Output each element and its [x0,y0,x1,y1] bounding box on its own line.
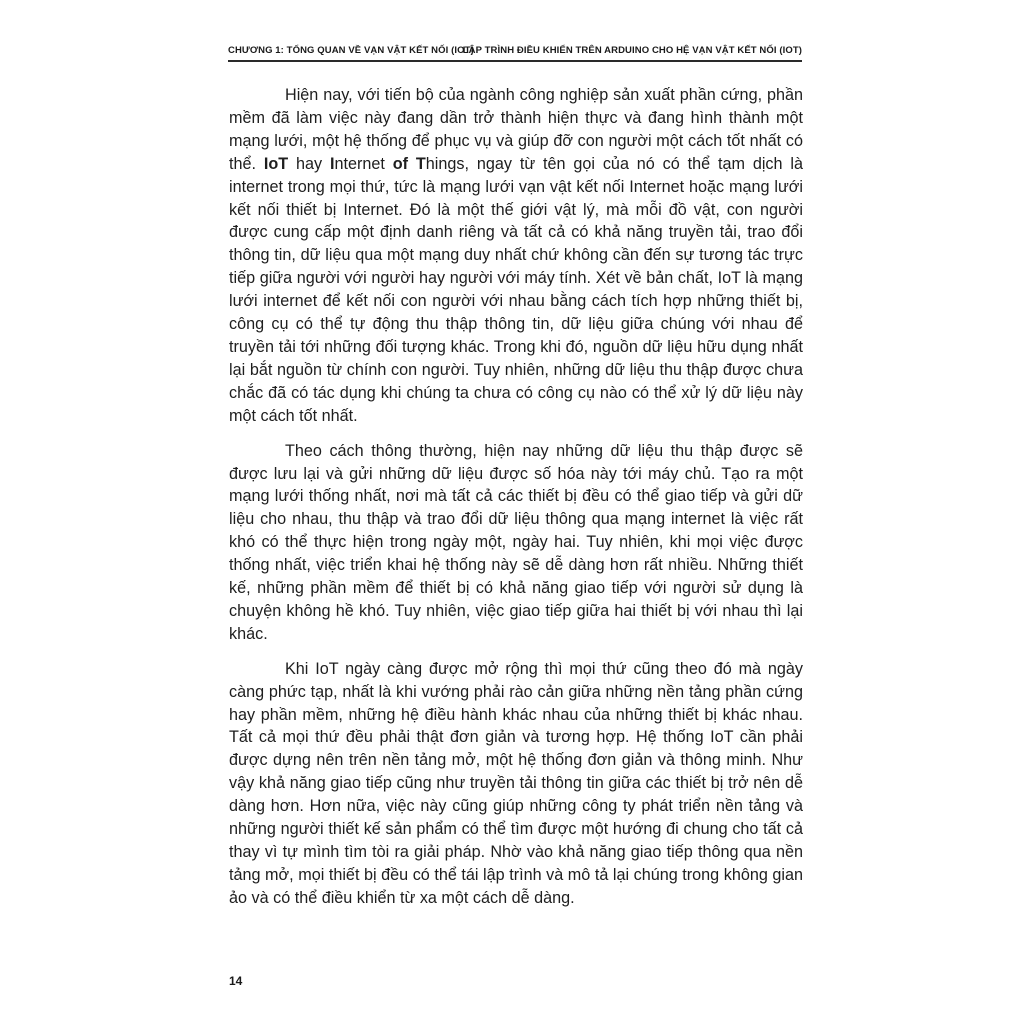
paragraph-1 [229,84,803,428]
paragraph-1-part-d [408,155,416,173]
paragraph-1-part-b: hay [288,154,330,173]
paragraph-2: Theo cách thông thường, hiện nay những dữ liệu thu thập được sẽ được lưu lại và gửi những dữ liệu được số hóa này tới máy chủ. Tạo ra một mạng lưới thống nhất, nơi mà tất cả các thiết bị đều có thể giao tiếp và gửi dữ liệu cho nhau, thu thập và trao đổi dữ liệu thông qua mạng internet là việc rất khó có thể thực hiện trong ngày một, ngày hai. Tuy nhiên, khi mọi việc được thống nhất, việc triển khai hệ thống này sẽ dễ dàng hơn rất nhiều. Những thiết kế, những phần mềm để thiết bị có khả năng giao tiếp với người sử dụng là chuyện không hề khó. Tuy nhiên, việc giao tiếp giữa hai thiết bị với nhau thì lại khác. [229,441,803,643]
iot-bold: IoT [263,154,289,173]
book-title: LẬP TRÌNH ĐIỀU KHIỂN TRÊN ARDUINO CHO HỆ VẠN VẬT KẾT NỐI (IOT) [462,45,802,56]
running-header [228,40,802,62]
internet-initial-bold: I [329,154,335,173]
page-number: 14 [229,974,243,988]
paragraph-1-part-e: hings, ngay từ tên gọi của nó có thể tạm dịch là internet trong mọi thứ, tức là mạng lưới vạn vật kết nối Internet hoặc mạng lưới kết nối thiết bị Internet. Đó là một thế giới vật lý, mà mỗi đồ vật, con người được cung cấp một định danh riêng và tất cả có khả năng truyền tải, trao đổi thông tin, dữ liệu qua một mạng duy nhất chứ không cần đến sự tương tác trực tiếp giữa người với người hay người với máy tính. Xét về bản chất, IoT là mạng lưới internet để kết nối con người với nhau bằng cách tích hợp những thiết bị, công cụ có thể tự động thu thập thông tin, dữ liệu giữa chúng với nhau để truyền tải tới những đối tượng khác. Trong khi đó, nguồn dữ liệu hữu dụng nhất lại bắt nguồn từ chính con người. Tuy nhiên, những dữ liệu thu thập được chưa chắc đã có tác dụng khi chúng ta chưa có công cụ nào có thể xử lý dữ liệu này một cách tốt nhất. [229,154,803,425]
paragraph-1-part-c: nternet [334,154,393,173]
paragraph-3: Khi IoT ngày càng được mở rộng thì mọi thứ cũng theo đó mà ngày càng phức tạp, nhất là khi vướng phải rào cản giữa những nền tảng phần cứng hay phần mềm, những hệ điều hành khác nhau của những thiết bị khác nhau. Tất cả mọi thứ đều phải thật đơn giản và tương hợp. Hệ thống IoT cần phải được dựng nên trên nền tảng mở, một hệ thống đơn giản và thông minh. Như vậy khả năng giao tiếp cũng như truyền tải thông tin giữa các thiết bị trở nên dễ dàng hơn. Hơn nữa, việc này cũng giúp những công ty phát triển nền tảng và những người thiết kế sản phẩm có thể tìm được một hướng đi chung cho tất cả thay vì tự mình tìm tòi ra giải pháp. Nhờ vào khả năng giao tiếp thông qua nền tảng mở, mọi thiết bị đều có thể tái lập trình và mô tả lại chúng trong không gian ảo và có thể điều khiển từ xa một cách dễ dàng. [229,659,803,907]
of-bold: of [392,154,409,173]
things-initial-bold: T [415,154,426,173]
paragraph-1-part-a: Hiện nay, với tiến bộ của ngành công nghiệp sản xuất phần cứng, phần mềm đã làm việc này đang dần trở thành hiện thực và đang hình thành một mạng lưới, một hệ thống để phục vụ và giúp đỡ con người một cách tốt nhất có thể. [229,86,803,173]
body-text [229,84,803,922]
chapter-title: CHƯƠNG 1: TỔNG QUAN VỀ VẠN VẬT KẾT NỐI (IOT) [228,45,474,56]
